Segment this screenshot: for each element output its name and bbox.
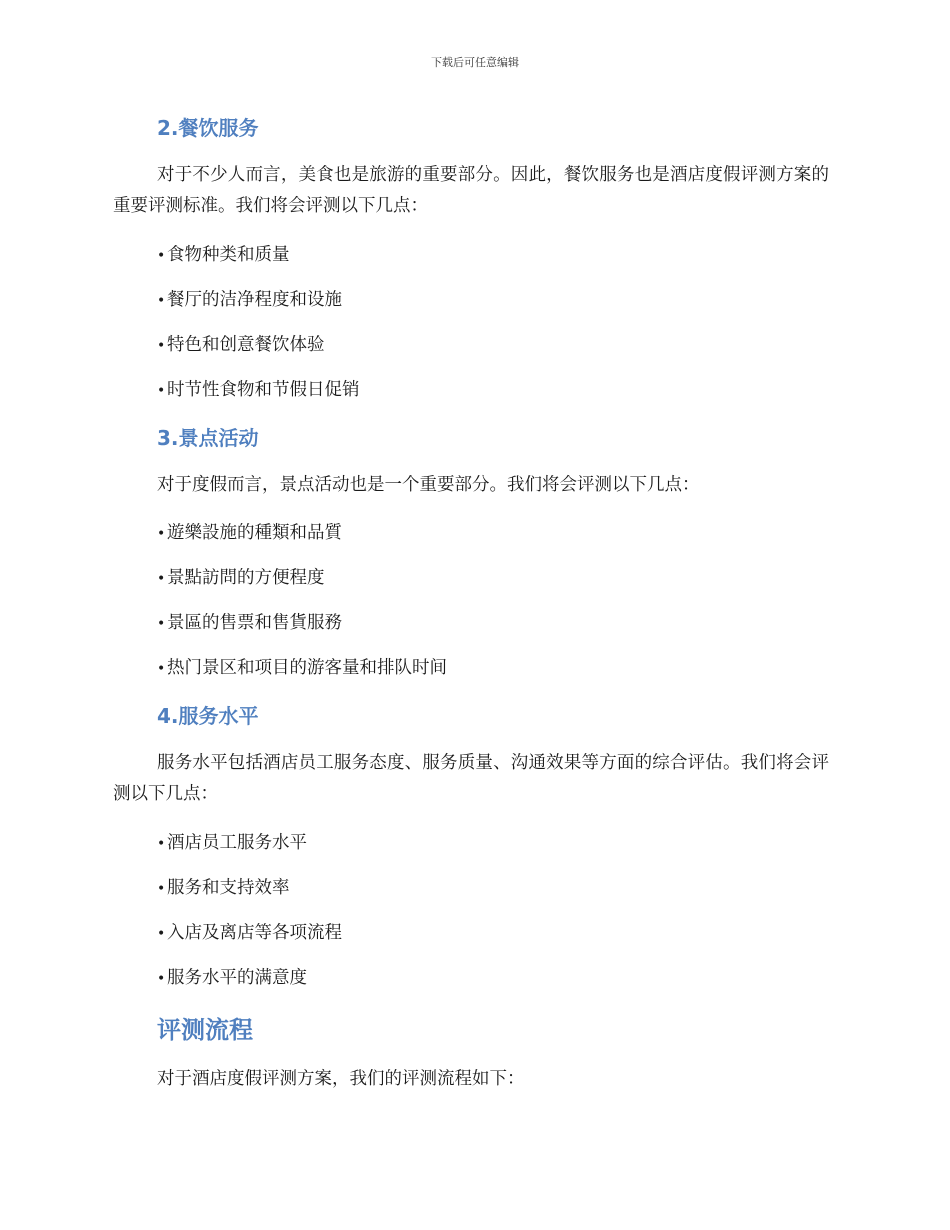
list-item-text: 服务水平的满意度	[167, 968, 307, 988]
section-intro-attractions: 对于度假而言，景点活动也是一个重要部分。我们将会评测以下几点：	[157, 475, 700, 495]
bullet-icon: •	[157, 971, 166, 987]
bullet-icon: •	[157, 526, 166, 542]
bullet-icon: •	[157, 338, 166, 354]
list-item	[157, 654, 447, 679]
bullet-icon: •	[157, 836, 166, 852]
list-item	[157, 829, 307, 854]
section-heading-dining: 2.餐饮服务	[157, 116, 259, 140]
bullet-icon: •	[157, 881, 166, 897]
list-item-text: 入店及离店等各项流程	[167, 923, 342, 943]
list-item-text: 酒店员工服务水平	[167, 833, 307, 853]
bullet-icon: •	[157, 661, 166, 677]
bullet-icon: •	[157, 248, 166, 264]
page-header-note: 下载后可任意编辑	[431, 56, 519, 69]
list-item	[157, 564, 325, 589]
section-heading-process: 评测流程	[157, 1016, 253, 1044]
section-intro-service: 服务水平包括酒店员工服务态度、服务质量、沟通效果等方面的综合评估。我们将会评测以下几点：	[113, 753, 829, 804]
list-item	[157, 919, 342, 944]
list-item-text: 服务和支持效率	[167, 878, 290, 898]
list-item	[157, 376, 360, 401]
list-item	[157, 241, 290, 266]
list-item	[157, 874, 290, 899]
bullet-icon: •	[157, 383, 166, 399]
list-item	[157, 609, 342, 634]
section-heading-service: 4.服务水平	[157, 704, 259, 728]
section-intro-process: 对于酒店度假评测方案，我们的评测流程如下：	[157, 1069, 525, 1089]
list-item	[157, 286, 342, 311]
list-item-text: 热门景区和项目的游客量和排队时间	[167, 658, 447, 678]
list-item-text: 食物种类和质量	[167, 245, 290, 265]
list-item-text: 时节性食物和节假日促销	[167, 380, 360, 400]
list-item	[157, 331, 325, 356]
bullet-icon: •	[157, 293, 166, 309]
list-item-text: 餐厅的洁净程度和设施	[167, 290, 342, 310]
list-item-text: 景點訪問的方便程度	[167, 568, 325, 588]
list-item-text: 遊樂設施的種類和品質	[167, 523, 342, 543]
list-item	[157, 519, 342, 544]
section-heading-attractions: 3.景点活动	[157, 426, 259, 450]
list-item-text: 特色和创意餐饮体验	[167, 335, 325, 355]
list-item	[157, 964, 307, 989]
bullet-icon: •	[157, 571, 166, 587]
bullet-icon: •	[157, 616, 166, 632]
section-intro-dining: 对于不少人而言，美食也是旅游的重要部分。因此，餐饮服务也是酒店度假评测方案的重要评测标准。我们将会评测以下几点：	[113, 165, 829, 216]
list-item-text: 景區的售票和售貨服務	[167, 613, 342, 633]
bullet-icon: •	[157, 926, 166, 942]
